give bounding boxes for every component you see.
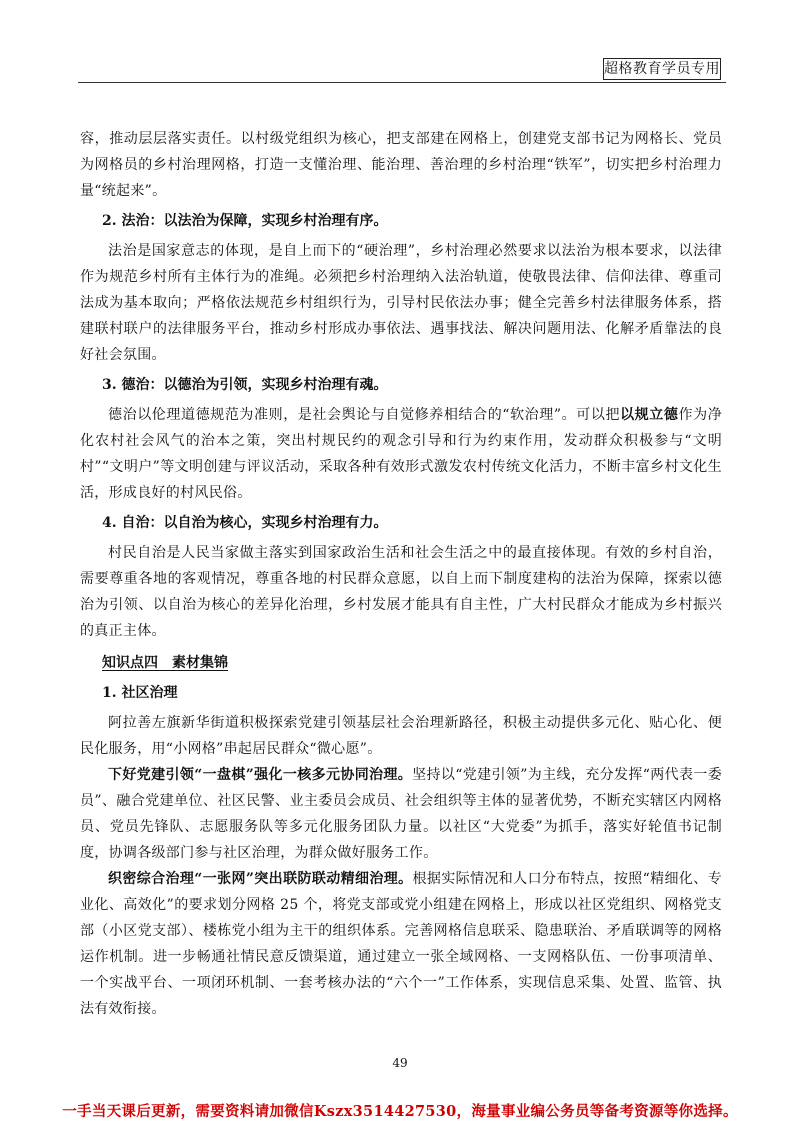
section-title-text: 知识点四 素材集锦 <box>102 655 228 671</box>
virtue-text-a: 德治以伦理道德规范为准则，是社会舆论与自觉修养相结合的“软治理”。可以把 <box>108 407 621 423</box>
header-divider <box>78 82 726 83</box>
virtue-highlight: 以规立德 <box>620 407 679 423</box>
heading-rule-of-law: 2. 法治：以法治为保障，实现乡村治理有序。 <box>102 213 388 229</box>
party-leadership-text: 坚持以“党建引领”为主线，充分发挥“两代表一委员”、融合党建单位、社区民警、业主委员会成员、社会组织等主体的显著优势，不断充实辖区内网格员、党员先锋队、志愿服务队等多元化服务团队力量。以社区“大党委”为抓手，落实好轮值书记制度，协调各级部门参与社区治理，为群众做好服务工作。 <box>80 767 722 861</box>
grid-network-lead: 织密综合治理“一张网”突出联防联动精细治理。 <box>108 871 413 887</box>
virtue-text-c: 作为净化农村社会风气的治本之策，突出村规民约的观念引导和行为约束作用，发动群众积极参与“文明村”“文明户”等文明创建与评议活动，采取各种有效形式激发农村传统文化活力，不断丰富乡村文化生活，形成良好的村风民俗。 <box>80 407 722 501</box>
heading-self-governance: 4. 自治：以自治为核心，实现乡村治理有力。 <box>102 515 388 531</box>
page-content <box>80 126 722 1022</box>
heading-rule-of-virtue: 3. 德治：以德治为引领，实现乡村治理有魂。 <box>102 377 388 393</box>
paragraph-rule-of-virtue <box>80 402 722 506</box>
header-badge: 超格教育学员专用 <box>603 58 721 80</box>
paragraph-party-leadership <box>80 762 722 866</box>
page-number: 49 <box>392 1056 408 1070</box>
paragraph-community-intro: 阿拉善左旗新华街道积极探索党建引领基层社会治理新路径，积极主动提供多元化、贴心化、便民化服务，用“小网格”串起居民群众“微心愿”。 <box>80 715 722 757</box>
paragraph-self-governance: 村民自治是人民当家做主落实到国家政治生活和社会生活之中的最直接体现。有效的乡村自治，需要尊重各地的客观情况，尊重各地的村民群众意愿，以自上而下制度建构的法治为保障，探索以德治为引领、以自治为核心的差异化治理，乡村发展才能具有自主性，广大村民群众才能成为乡村振兴的真正主体。 <box>80 545 722 639</box>
grid-network-text: 根据实际情况和人口分布特点，按照“精细化、专业化、高效化”的要求划分网格 25 个，将党支部或党小组建在网格上，形成以社区党组织、网格党支部（小区党支部）、楼栋党小组为主干的组织体系。完善网格信息联采、隐患联治、矛盾联调等的网格运作机制。进一步畅通社情民意反馈渠道，通过建立一张全域网格、一支网格队伍、一份事项清单、一个实战平台、一项闭环机制、一套考核办法的“六个一”工作体系，实现信息采集、处置、监管、执法有效衔接。 <box>80 871 722 1017</box>
party-leadership-lead: 下好党建引领“一盘棋”强化一核多元协同治理。 <box>108 767 413 783</box>
promo-banner: 一手当天课后更新，需要资料请加微信Kszx3514427530，海量事业编公务员等备考资源等你选择。 <box>62 1103 738 1120</box>
section-title <box>80 650 722 676</box>
paragraph-grid-network <box>80 866 722 1022</box>
paragraph-rule-of-law: 法治是国家意志的体现，是自上而下的“硬治理”，乡村治理必然要求以法治为根本要求，以法律作为规范乡村所有主体行为的准绳。必须把乡村治理纳入法治轨道，使敬畏法律、信仰法律、尊重司法成为基本取向；严格依法规范乡村组织行为，引导村民依法办事；健全完善乡村法律服务体系，搭建联村联户的法律服务平台，推动乡村形成办事依法、遇事找法、解决问题用法、化解矛盾靠法的良好社会氛围。 <box>80 243 722 363</box>
subheading-community-governance: 1. 社区治理 <box>102 685 178 701</box>
paragraph-continuation: 容，推动层层落实责任。以村级党组织为核心，把支部建在网格上，创建党支部书记为网格长、党员为网格员的乡村治理网格，打造一支懂治理、能治理、善治理的乡村治理“铁军”，切实把乡村治理力量“统起来”。 <box>80 131 722 199</box>
